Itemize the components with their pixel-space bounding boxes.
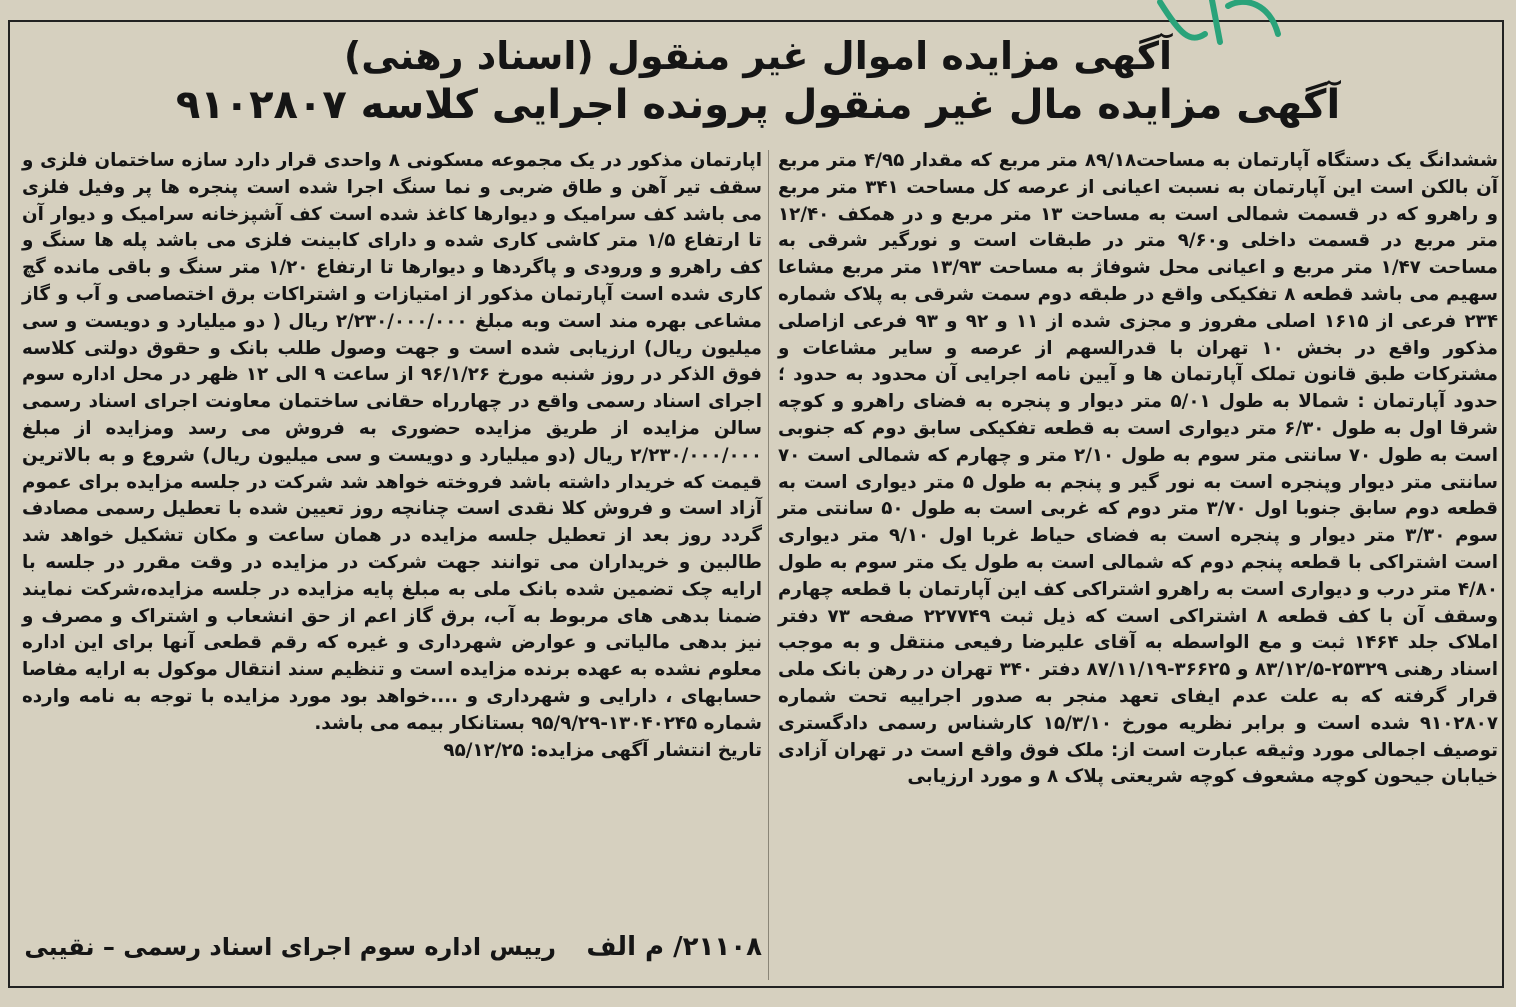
left-column-text: اپارتمان مذکور در یک مجموعه مسکونی ۸ واحدی قرار دارد سازه ساختمان فلزی و سقف تیر آهن و طاق ضربی و نما سنگ اجرا شده است پنجره ها پر وفیل فلزی می باشد کف سرامیک و دیوارها کاغذ شده است کف آشپزخانه سرامیک و دیوار آن تا ارتفاع ۱/۵ متر کاشی کاری شده و دارای کابینت فلزی می باشد پله ها سنگ و کف راهرو و ورودی و پاگردها و دیوارها تا ارتفاع ۱/۲۰ متر سنگ و باقی مانده گچ کاری شده است آپارتمان مذکور از امتیازات و اشتراکات برق اختصاصی و آب و گاز مشاعی بهره مند است وبه مبلغ ۲/۲۳۰/۰۰۰/۰۰۰ ریال ( دو میلیارد و دویست و سی میلیون ریال) ارزیابی شده است و جهت وصول طلب بانک و حقوق دولتی کلاسه فوق الذکر در روز شنبه مورخ ۹۶/۱/۲۶ از ساعت ۹ الی ۱۲ ظهر در محل اداره سوم اجرای اسناد رسمی واقع در چهارراه حقانی ساختمان معاونت اجرای اسناد رسمی سالن مزایده از طریق مزایده حضوری به فروش می رسد ومزایده از مبلغ ۲/۲۳۰/۰۰۰/۰۰۰ ریال (دو میلیارد و دویست و سی میلیون ریال) شروع و به بالاترین قیمت که خریدار داشته باشد فروخته خواهد شد شرکت در جلسه مزایده برای عموم آزاد است و فروش کلا نقدی است چنانچه روز تعیین شده با تعطیل رسمی مصادف گردد روز بعد از تعطیل جلسه مزایده در همان ساعت و مکان تشکیل خواهد شد طالبین و خریداران می توانند جهت شرکت در مزایده در وقت مقرر در جلسه با ارایه چک تضمین شده بانک ملی به مبلغ پایه مزایده در جلسه مزایده،شرکت نمایند ضمنا بدهی های مربوط به آب، برق گاز اعم از حق انشعاب و اشتراک و مصرف و نیز بدهی مالیاتی و عوارض شهرداری و غیره که رقم قطعی آنها برای این اداره معلوم نشده به عهده برنده مزایده است و تنظیم سند انتقال موکول به ارایه مفاصا حسابهای ، دارایی و شهرداری و ....خواهد بود مورد مزایده با توجه به نامه وارده شماره ۱۳۰۴۰۲۴۵-۹۵/۹/۲۹ بستانکار بیمه می باشد. [22,150,763,734]
right-column-text: ششدانگ یک دستگاه آپارتمان به مساحت۸۹/۱۸ متر مربع که مقدار ۴/۹۵ متر مربع آن بالکن است این آپارتمان به نسبت اعیانی از عرصه کل مساحت ۳۴۱ متر مربع و راهرو که در قسمت شمالی است به مساحت ۱۳ متر مربع و در همکف ۱۲/۴۰ متر مربع در قسمت داخلی و۹/۶۰ متر در طبقات است و نورگیر شرقی به مساحت ۱/۴۷ متر مربع و اعیانی محل شوفاژ به مساحت ۱۳/۹۳ متر مربع مشاعا سهیم می باشد قطعه ۸ تفکیکی واقع در طبقه دوم سمت شرقی به پلاک شماره ۲۳۴ فرعی از ۱۶۱۵ اصلی مفروز و مجزی شده از ۱۱ و ۹۲ و ۹۳ فرعی ازاصلی مذکور واقع در بخش ۱۰ تهران با قدرالسهم از عرصه و سایر مشاعات و مشترکات طبق قانون تملک آپارتمان ها و آیین نامه اجرایی آن محدود به حدود ؛ حدود آپارتمان : شمالا به طول ۵/۰۱ متر دیوار و پنجره به فضای راهرو و کوچه شرقا اول به طول ۶/۳۰ متر دیواری است به قطعه تفکیکی سابق دوم که جنوبی است به طول ۷۰ سانتی متر سوم به طول ۲/۱۰ متر و چهارم که شمالی است ۷۰ سانتی متر دیوار وپنجره است به نور گیر و پنجم به طول ۵ متر دیواری است به قطعه دوم سابق جنوبا اول ۳/۷۰ متر دوم که غربی است به طول ۵۰ سانتی متر سوم ۳/۳۰ متر دیوار و پنجره است به فضای حیاط غربا اول ۹/۱۰ متر دیواری است اشتراکی با قطعه پنجم دوم که شمالی است به طول یک متر سوم به طول ۴/۸۰ متر درب و دیواری است به راهرو اشتراکی کف این آپارتمان با قطعه چهارم وسقف آن با کف قطعه ۸ اشتراکی است که ذیل ثبت ۲۲۷۷۴۹ صفحه ۷۳ دفتر املاک جلد ۱۴۶۴ ثبت و مع الواسطه به آقای علیرضا رفیعی منتقل و به موجب اسناد رهنی ۲۵۳۲۹-۸۳/۱۲/۵ و ۳۶۶۲۵-۸۷/۱۱/۱۹ دفتر ۳۴۰ تهران در رهن بانک ملی قرار گرفته که به علت عدم ایفای تعهد منجر به صدور اجراییه تحت شماره ۹۱۰۲۸۰۷ شده است و برابر نظریه مورخ ۱۵/۳/۱۰ کارشناس رسمی دادگستری توصیف اجمالی مورد وثیقه عبارت است از: ملک فوق واقع است در تهران آزادی خیابان جیحون کوچه مشعوف کوچه شریعتی پلاک ۸ و مورد ارزیابی [778,150,1499,788]
column-divider [768,150,769,980]
signatory-title: رییس اداره سوم اجرای اسناد رسمی – نقیبی [24,933,556,961]
announcement-subtitle: آگهی مزایده مال غیر منقول پرونده اجرایی کلاسه ۹۱۰۲۸۰۷ [175,82,1341,128]
left-column [22,148,762,764]
reference-number: ۲۱۱۰۸/ م الف [586,932,762,962]
publication-date: تاریخ انتشار آگهی مزایده: ۹۵/۱۲/۲۵ [443,739,762,761]
signature-line [22,930,762,964]
right-column [778,148,1498,791]
announcement-title: آگهی مزایده اموال غیر منقول (اسناد رهنی) [343,34,1173,78]
